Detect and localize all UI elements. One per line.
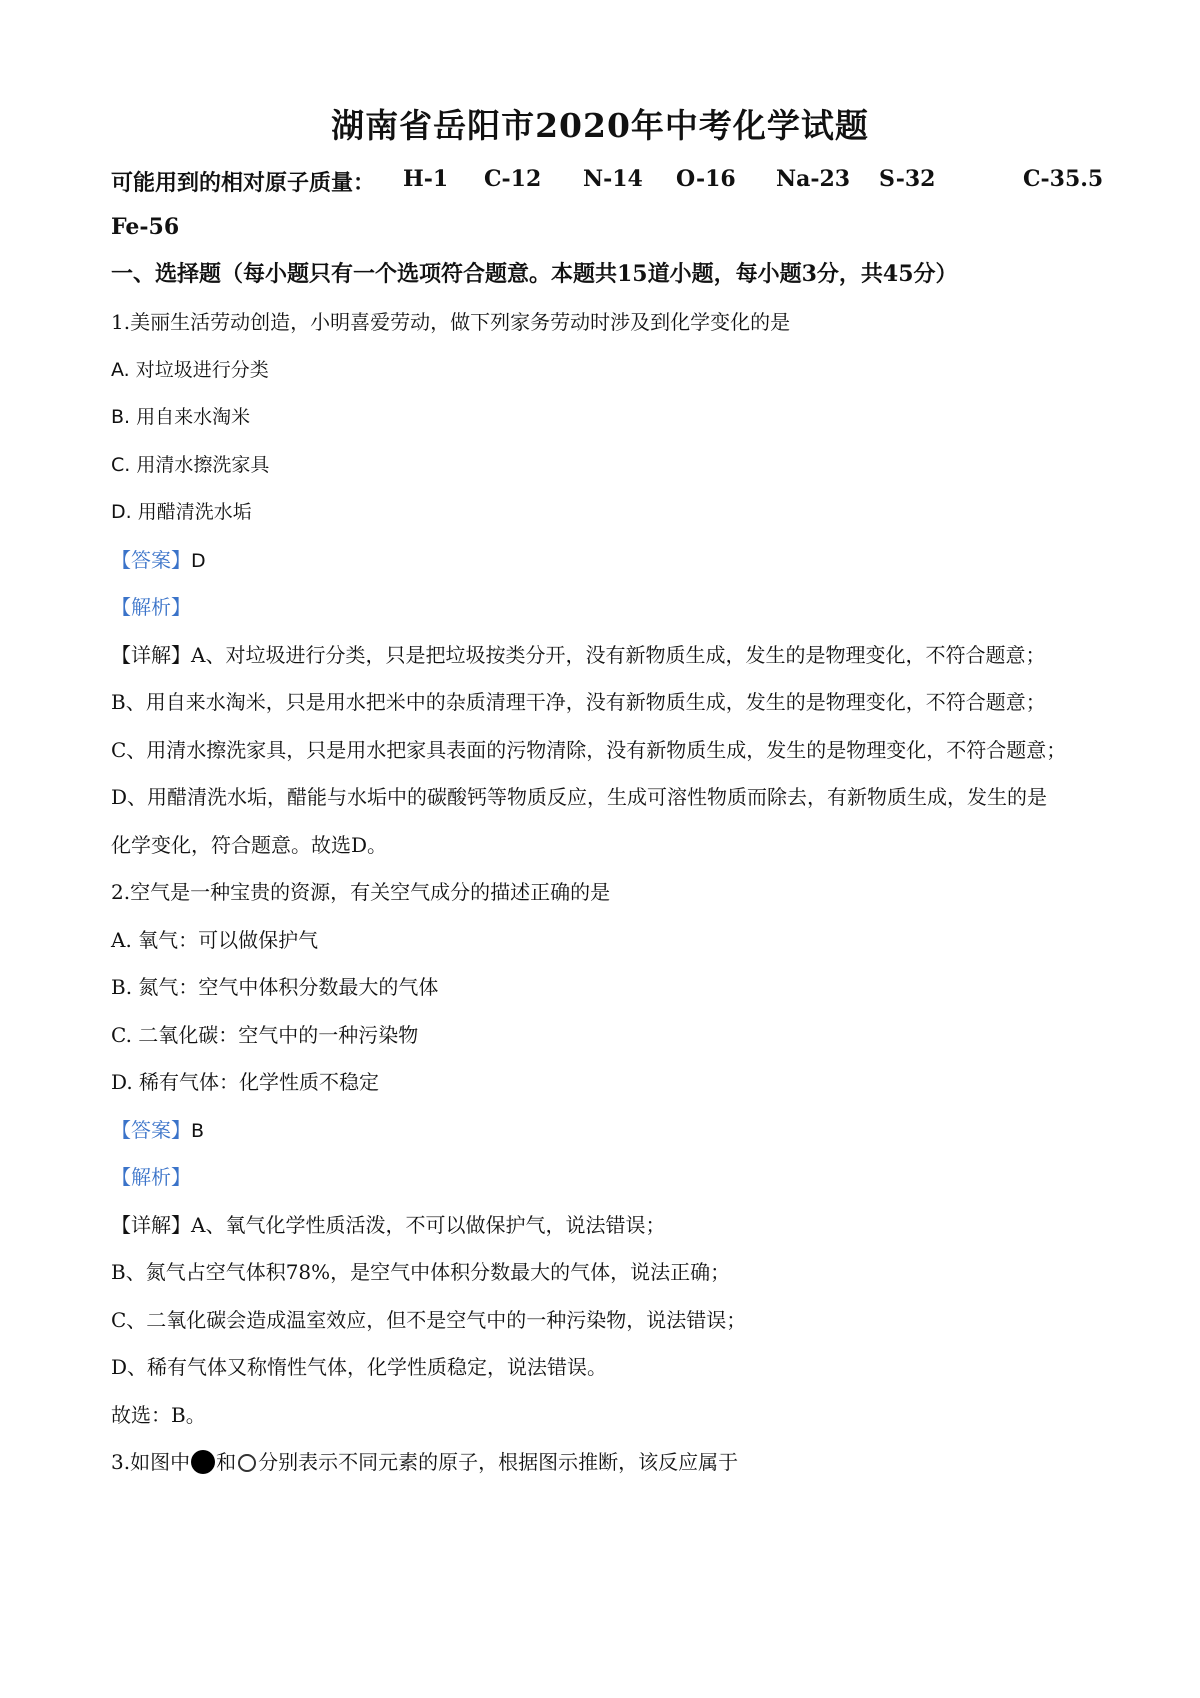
- question-1-option-a: A. 对垃圾进行分类: [111, 359, 269, 381]
- question-2-option-d: D. 稀有气体：化学性质不稳定: [111, 1070, 380, 1094]
- question-2-detail: C、二氧化碳会造成温室效应，但不是空气中的一种污染物，说法错误；: [111, 1308, 747, 1332]
- question-2-stem: 2.空气是一种宝贵的资源，有关空气成分的描述正确的是: [111, 880, 611, 904]
- section-heading: 一、选择题（每小题只有一个选项符合题意。本题共15道小题，每小题3分，共45分）: [111, 261, 958, 287]
- question-1-stem: 1.美丽生活劳动创造，小明喜爱劳动，做下列家务劳动时涉及到化学变化的是: [111, 310, 791, 334]
- answer-tag: 【答案】: [111, 1118, 191, 1142]
- atomic-mass-item: C-12: [484, 166, 542, 192]
- question-1-option-d: D. 用醋清洗水垢: [111, 501, 252, 523]
- question-1-detail: B、用自来水淘米，只是用水把米中的杂质清理干净，没有新物质生成，发生的是物理变化，不符合题意；: [111, 690, 1046, 714]
- page-title: 湖南省岳阳市2020年中考化学试题: [331, 106, 869, 145]
- atomic-mass-item: C-35.5: [1023, 166, 1104, 192]
- question-2-detail: D、稀有气体又称惰性气体，化学性质稳定，说法错误。: [111, 1355, 608, 1379]
- atomic-mass-row: [111, 166, 1104, 196]
- question-3-mid: 和: [216, 1450, 237, 1474]
- question-3-stem: [111, 1448, 738, 1476]
- question-2-detail: 故选：B。: [111, 1403, 206, 1427]
- atomic-mass-item: Na-23: [776, 166, 851, 192]
- atomic-mass-item: S-32: [879, 166, 936, 192]
- question-1-option-b: B. 用自来水淘米: [111, 406, 251, 428]
- atomic-mass-item: H-1: [403, 166, 449, 192]
- question-2-detail: B、氮气占空气体积78%，是空气中体积分数最大的气体，说法正确；: [111, 1260, 731, 1284]
- atomic-mass-label: 可能用到的相对原子质量：: [111, 170, 376, 196]
- question-2-option-b: B. 氮气：空气中体积分数最大的气体: [111, 975, 439, 999]
- question-2-detail: 【详解】A、氧气化学性质活泼，不可以做保护气，说法错误；: [111, 1213, 666, 1237]
- atomic-mass-item: Fe-56: [111, 214, 180, 240]
- white-atom-icon: [238, 1454, 256, 1472]
- question-1-answer: [111, 546, 206, 575]
- atomic-mass-item: N-14: [583, 166, 643, 192]
- question-1-detail: D、用醋清洗水垢，醋能与水垢中的碳酸钙等物质反应，生成可溶性物质而除去，有新物质生成，发生的是: [111, 785, 1048, 809]
- question-2-option-a: A. 氧气：可以做保护气: [111, 928, 319, 952]
- analysis-tag: 【解析】: [111, 595, 191, 619]
- answer-value: B: [191, 1120, 205, 1142]
- answer-value: D: [191, 550, 206, 572]
- question-1-detail: 化学变化，符合题意。故选D。: [111, 833, 388, 857]
- question-1-option-c: C. 用清水擦洗家具: [111, 454, 270, 476]
- answer-tag: 【答案】: [111, 548, 191, 572]
- analysis-tag: 【解析】: [111, 1165, 191, 1189]
- question-2-option-c: C. 二氧化碳：空气中的一种污染物: [111, 1023, 419, 1047]
- question-3-prefix: 3.如图中: [111, 1450, 191, 1474]
- black-atom-icon: [191, 1450, 215, 1474]
- question-1-detail: 【详解】A、对垃圾进行分类，只是把垃圾按类分开，没有新物质生成，发生的是物理变化，不符合题意；: [111, 643, 1046, 667]
- question-2-answer: [111, 1116, 204, 1145]
- question-3-suffix: 分别表示不同元素的原子，根据图示推断，该反应属于: [258, 1450, 739, 1474]
- question-1-detail: C、用清水擦洗家具，只是用水把家具表面的污物清除，没有新物质生成，发生的是物理变化，不符合题意；: [111, 738, 1067, 762]
- atomic-mass-item: O-16: [676, 166, 736, 192]
